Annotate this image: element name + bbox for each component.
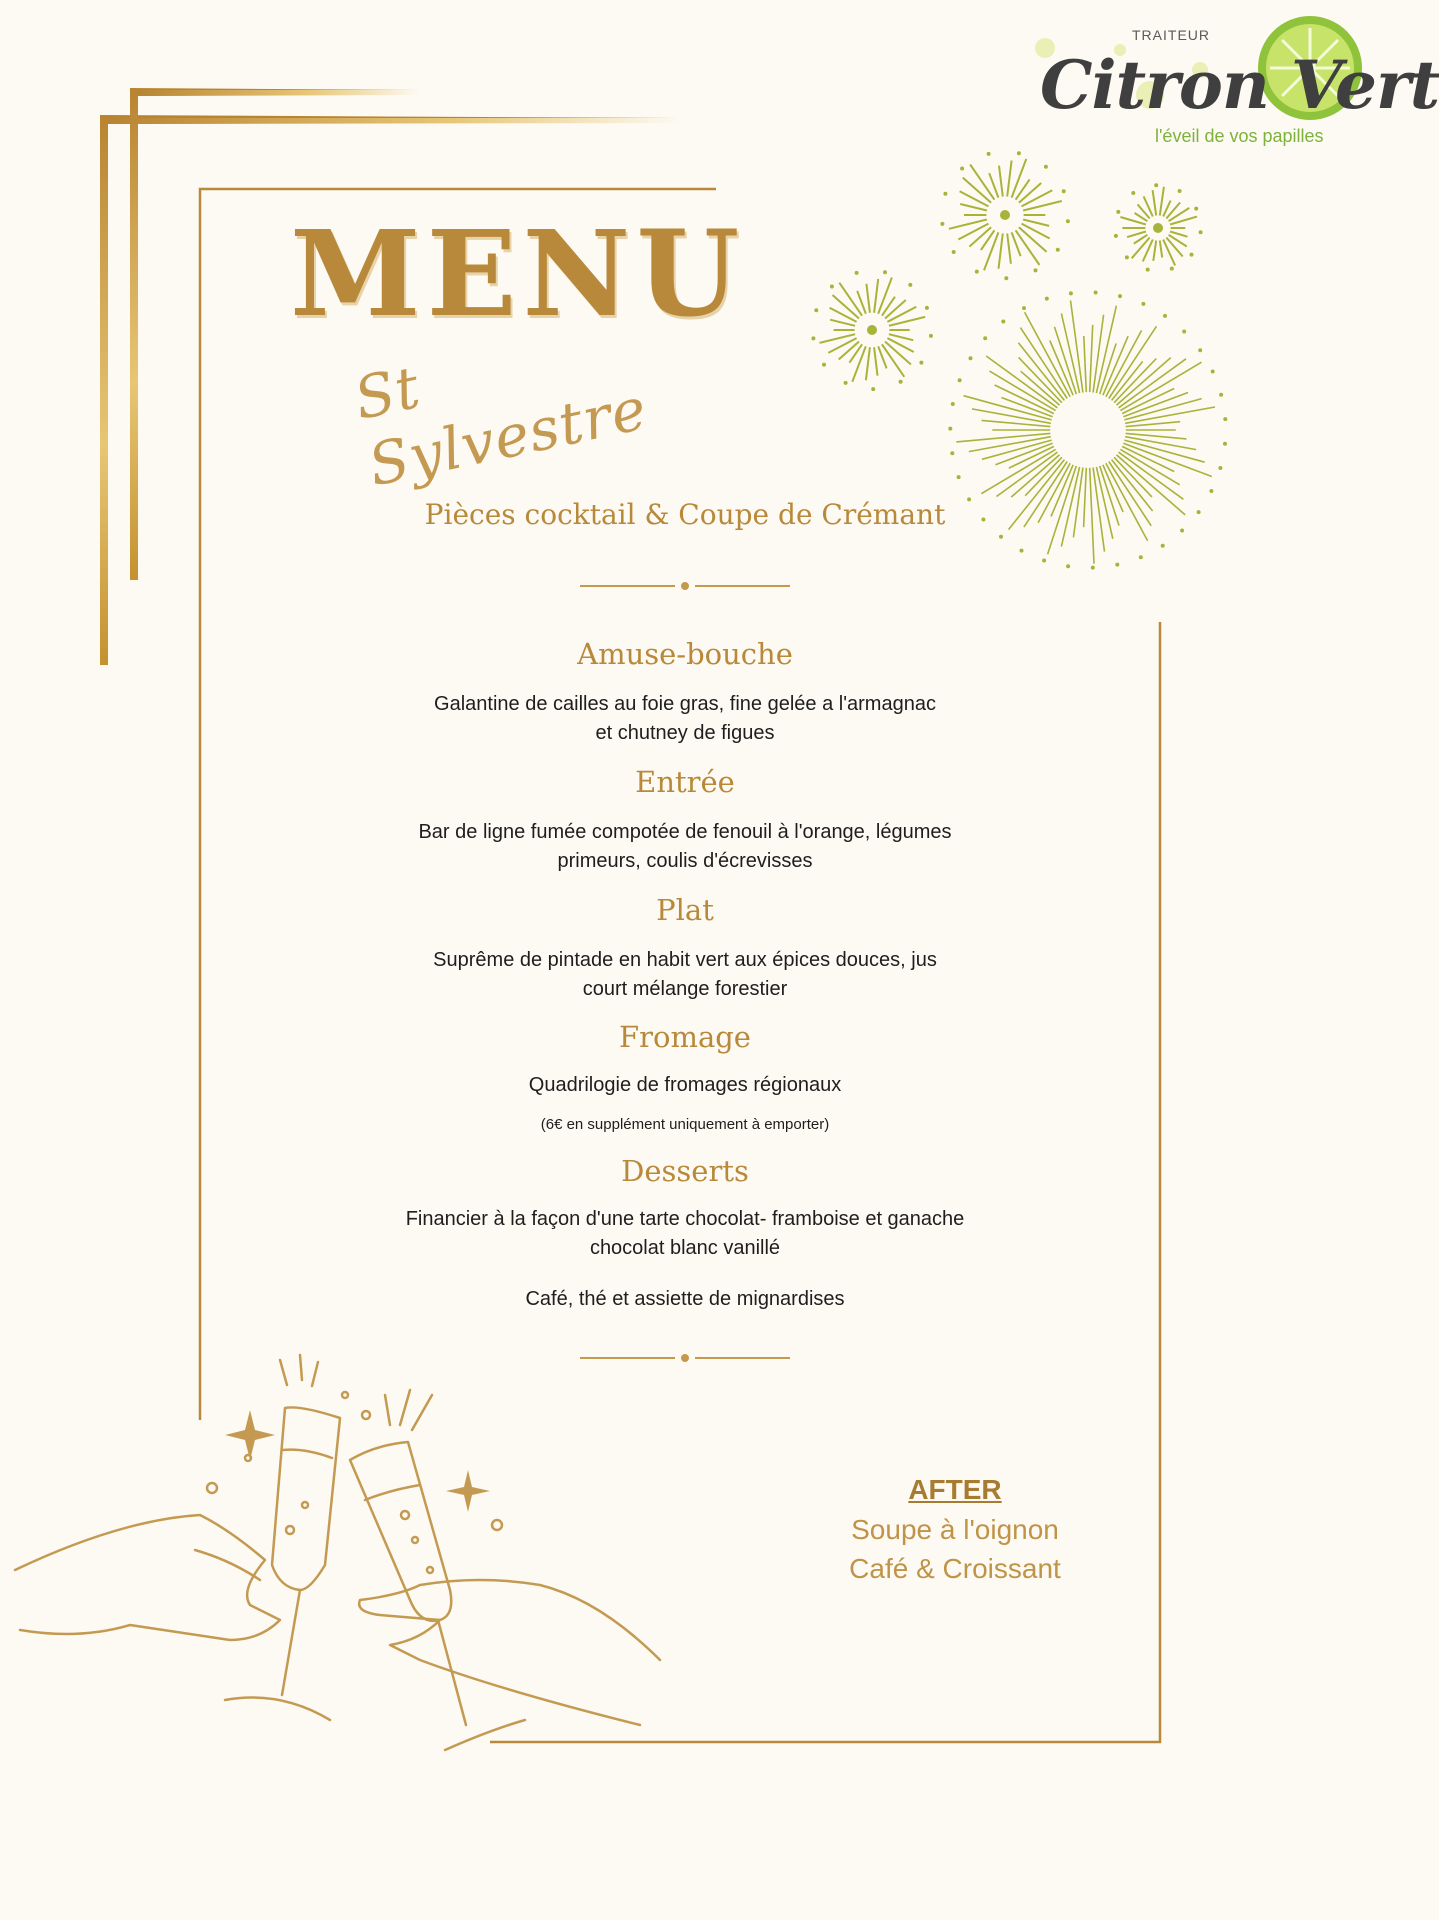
course-line: Suprême de pintade en habit vert aux épices douces, jus <box>433 949 937 971</box>
course-title-desserts: Desserts <box>621 1154 749 1188</box>
course-line: Bar de ligne fumée compotée de fenouil à l'orange, légumes <box>418 821 952 843</box>
brand-logo <box>1020 20 1439 160</box>
course-desc-fromage <box>380 1071 990 1100</box>
course-desc-plat <box>380 946 990 1004</box>
logo-tagline: l'éveil de vos papilles <box>1155 126 1324 146</box>
after-line: Soupe à l'oignon <box>851 1514 1059 1545</box>
course-extra-desserts: Café, thé et assiette de mignardises <box>525 1288 845 1310</box>
course-line: primeurs, coulis d'écrevisses <box>557 850 813 872</box>
logo-traiteur: TRAITEUR <box>1132 27 1210 43</box>
course-desc-desserts <box>380 1205 990 1263</box>
course-line: chocolat blanc vanillé <box>589 1237 781 1259</box>
course-note-fromage: (6€ en supplément uniquement à emporter) <box>540 1116 830 1133</box>
course-line: Galantine de cailles au foie gras, fine gelée a l'armagnac <box>434 693 936 715</box>
after-title: AFTER <box>908 1474 1002 1505</box>
course-desc-entree <box>380 818 990 876</box>
course-title-plat: Plat <box>656 893 714 927</box>
course-line: Financier à la façon d'une tarte chocolat- framboise et ganache <box>405 1208 965 1230</box>
course-title-amuse-bouche: Amuse-bouche <box>577 637 793 671</box>
divider-bottom <box>580 1355 790 1361</box>
course-line: Quadrilogie de fromages régionaux <box>528 1074 842 1096</box>
course-title-fromage: Fromage <box>619 1020 751 1054</box>
divider-top <box>580 583 790 589</box>
menu-subtitle: St Sylvestre <box>348 352 653 500</box>
logo-brand-name: Citron Vert <box>1040 46 1439 124</box>
course-line: court mélange forestier <box>582 978 788 1000</box>
after-section <box>800 1470 1110 1588</box>
course-title-entree: Entrée <box>635 765 735 799</box>
menu-title: MENU <box>290 204 746 343</box>
after-line: Café & Croissant <box>849 1553 1061 1584</box>
course-line: et chutney de figues <box>595 722 775 744</box>
course-desc-amuse-bouche <box>380 690 990 748</box>
champagne-toast-illustration <box>15 1355 660 1750</box>
cocktail-line: Pièces cocktail & Coupe de Crémant <box>424 498 946 531</box>
